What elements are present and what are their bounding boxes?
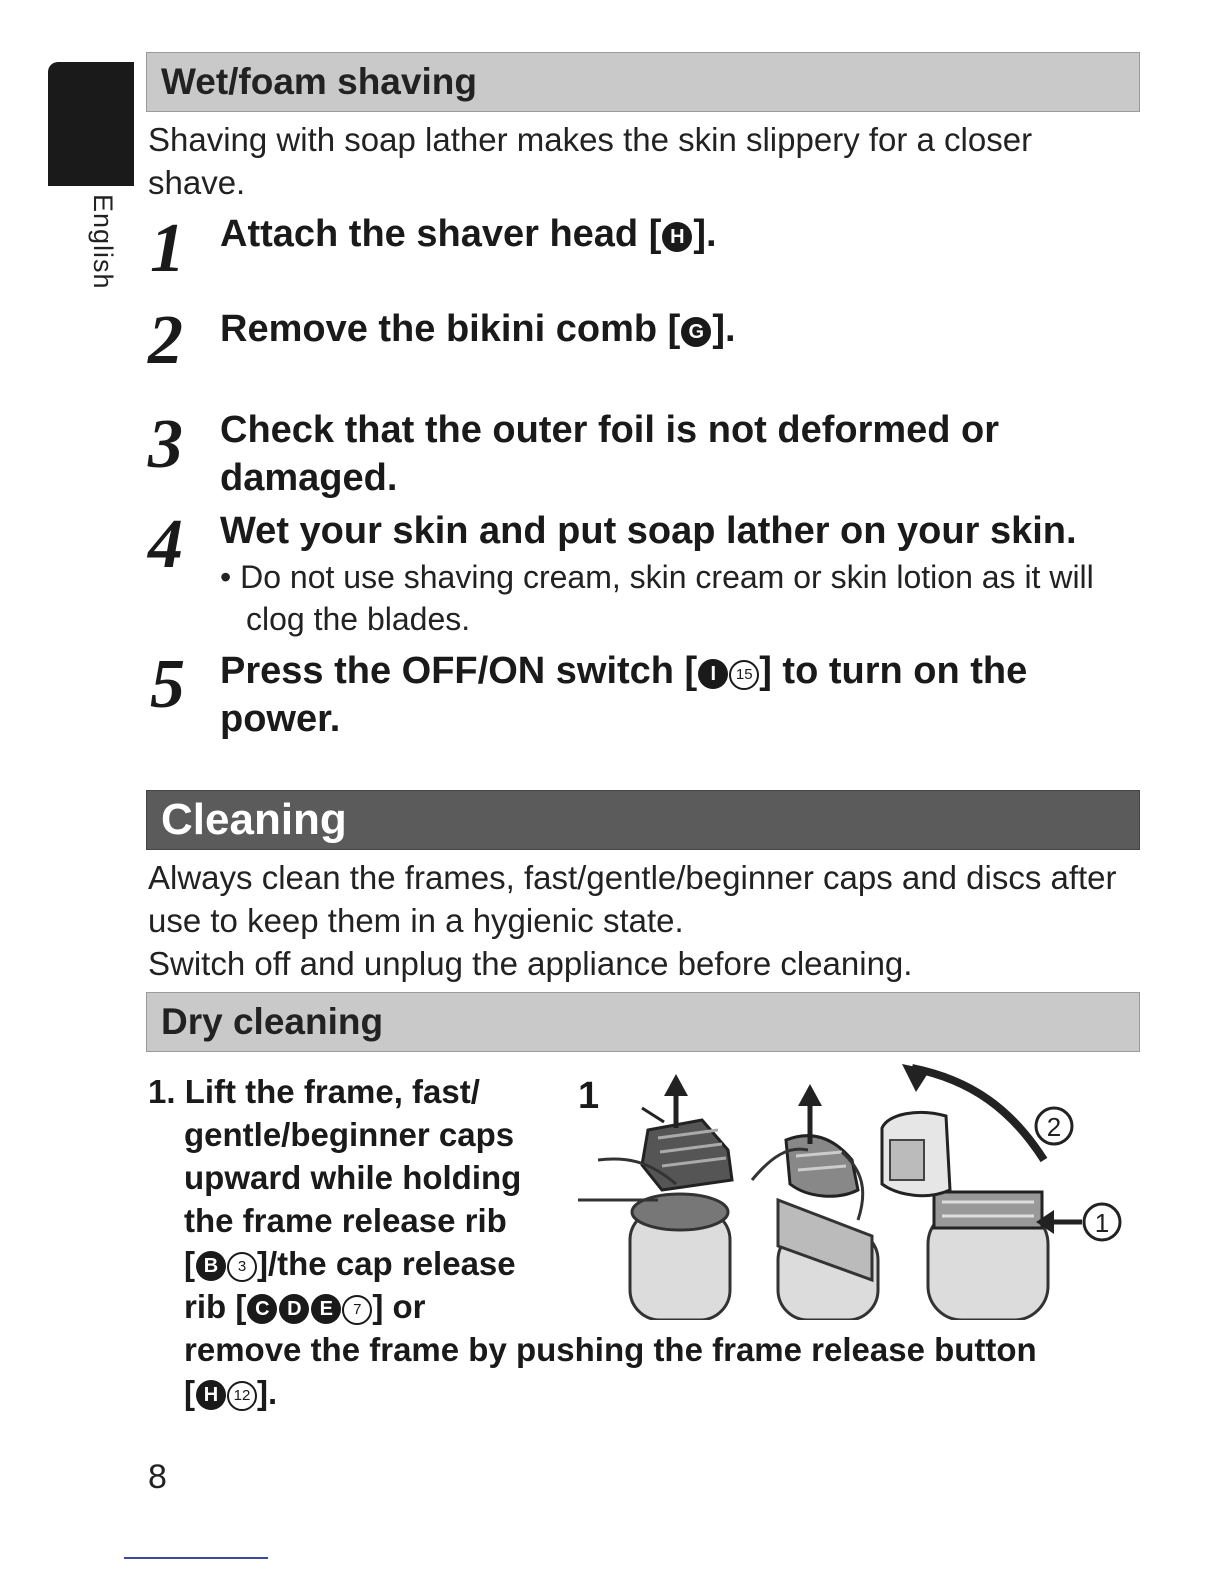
circled-12: 12 [227,1381,257,1411]
ref-b-badge: B [196,1251,226,1281]
bottom-divider [124,1557,268,1559]
cleaning-para-1: Always clean the frames, fast/gentle/beginner caps and discs after use to keep them in a hygienic state. [148,859,1117,939]
circled-15: 15 [729,660,759,690]
cleaning-heading: Cleaning [146,790,1140,850]
callout-1 [1084,1204,1120,1240]
ref-e-badge: E [311,1294,341,1324]
wet-foam-shaving-heading: Wet/foam shaving [146,52,1140,112]
step-1-text: Attach the shaver head [ H ]. [220,213,717,255]
ref-h-badge: H [662,222,692,252]
step-4-text: Wet your skin and put soap lather on your skin. [220,510,1077,552]
step-1-number: 1 [150,210,185,287]
circled-7: 7 [342,1295,372,1325]
ref-d-badge: D [279,1294,309,1324]
circled-3: 3 [227,1252,257,1282]
wet-foam-intro: Shaving with soap lather makes the skin slippery for a closer shave. [148,121,1033,201]
ref-c-badge: C [247,1294,277,1324]
device-1-illustration [578,1074,732,1320]
dry-cleaning-heading: Dry cleaning [146,992,1140,1052]
step-2-text: Remove the bikini comb [ G ]. [220,308,736,350]
ref-g-badge: G [681,317,711,347]
cleaning-para-2: Switch off and unplug the appliance before cleaning. [148,945,913,982]
figure-label: 1 [578,1075,600,1117]
device-3-illustration [882,1064,1082,1320]
language-tab-marker [48,62,134,186]
ref-h-badge-2: H [196,1380,226,1410]
step-5-text: Press the OFF/ON switch [ I 15 ] to turn on the power. [220,650,1028,740]
step-4-note: • Do not use shaving cream, skin cream or skin lotion as it will clog the blades. [220,559,1094,637]
step-3-text: Check that the outer foil is not deformed or damaged. [220,409,1000,499]
ref-i-badge: I [698,659,728,689]
page-number: 8 [148,1458,167,1496]
device-2-illustration [752,1084,878,1320]
step-3-number: 3 [148,406,183,483]
language-label: English [88,194,118,290]
svg-text:2: 2 [1046,1112,1062,1142]
dry-cleaning-step-1: 1. Lift the frame, fast/ gentle/beginner caps upward while holding the frame release rib [ B 3 ]/the cap release rib [ C D E 7 ] or remove the frame by pushing the frame release button [ H 12 ]. [148,1073,1037,1411]
step-5-number: 5 [150,646,185,723]
callout-2 [1036,1108,1072,1144]
dry-cleaning-illustration [572,1060,1142,1320]
step-4-number: 4 [148,506,183,583]
step-2-number: 2 [148,302,183,379]
svg-text:1: 1 [1094,1208,1110,1238]
